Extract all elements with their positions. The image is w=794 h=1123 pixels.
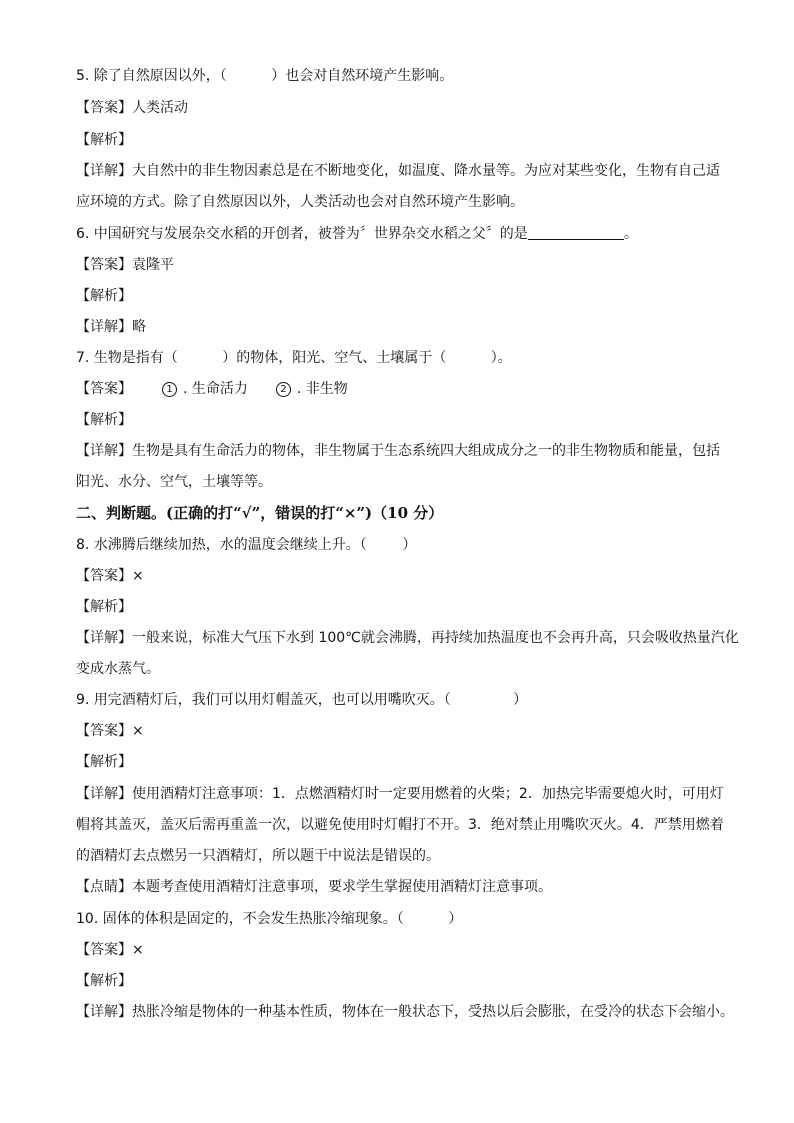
q5-detail-line-2: 应环境的方式。除了自然原因以外，人类活动也会对自然环境产生影响。 (76, 194, 524, 210)
q10-analysis: 【解析】 (76, 973, 132, 989)
q6-answer-blank (528, 225, 624, 240)
q5-answer: 【答案】人类活动 (76, 100, 188, 116)
q10-detail: 【详解】热胀冷缩是物体的一种基本性质，物体在一般状态下，受热以后会膨胀，在受冷的状态下会缩小。 (76, 1004, 734, 1020)
q5-analysis: 【解析】 (76, 132, 132, 148)
q9-answer: 【答案】× (76, 723, 144, 739)
q9-analysis: 【解析】 (76, 754, 132, 770)
q6-analysis: 【解析】 (76, 288, 132, 304)
q9-question: 9. 用完酒精灯后，我们可以用灯帽盖灭，也可以用嘴吹灭。（ ） (76, 692, 528, 708)
q5-question: 5. 除了自然原因以外，（ ）也会对自然环境产生影响。 (76, 68, 454, 84)
q9-detail-line-2: 帽将其盖灭，盖灭后需再重盖一次，以避免使用时灯帽打不开。3．绝对禁止用嘴吹灭火。4．严禁用燃着 (76, 817, 724, 833)
q8-question: 8. 水沸腾后继续加热，水的温度会继续上升。（ ） (76, 537, 417, 553)
q7-answer-2: . 非生物 (296, 381, 348, 397)
section-2-heading: 二、判断题。(正确的打“√”，错误的打“×”)（10 分） (76, 504, 444, 522)
q6-question (76, 224, 638, 244)
q7-detail-line-2: 阳光、水分、空气，土壤等等。 (76, 474, 272, 490)
circled-two-icon: 2 (276, 382, 291, 397)
q9-detail-line-1: 【详解】使用酒精灯注意事项：1．点燃酒精灯时一定要用燃着的火柴；2．加热完毕需要熄火时，可用灯 (76, 786, 724, 802)
q9-comment: 【点睛】本题考查使用酒精灯注意事项，要求学生掌握使用酒精灯注意事项。 (76, 879, 552, 895)
q8-detail-line-2: 变成水蒸气。 (76, 661, 160, 677)
q7-answer-label: 【答案】 (76, 381, 132, 397)
q7-question: 7. 生物是指有（ ）的物体，阳光、空气、土壤属于（ ）。 (76, 350, 512, 366)
circled-one-icon: 1 (162, 382, 177, 397)
q7-answer-1: . 生命活力 (183, 381, 248, 397)
q10-question: 10. 固体的体积是固定的，不会发生热胀冷缩现象。（ ） (76, 911, 463, 927)
q7-analysis: 【解析】 (76, 412, 132, 428)
q7-answer (76, 379, 348, 399)
q10-answer: 【答案】× (76, 942, 144, 958)
q7-detail-line-1: 【详解】生物是具有生命活力的物体，非生物属于生态系统四大组成成分之一的非生物物质和能量，包括 (76, 443, 720, 459)
q6-question-end: 。 (623, 226, 638, 242)
q6-detail: 【详解】略 (76, 319, 146, 335)
q6-answer: 【答案】袁隆平 (76, 257, 174, 273)
q5-detail-line-1: 【详解】大自然中的非生物因素总是在不断地变化，如温度、降水量等。为应对某些变化，生物有自己适 (76, 163, 720, 179)
q6-question-text: 6. 中国研究与发展杂交水稻的开创者，被誉为〞世界杂交水稻之父〞的是 (76, 226, 528, 242)
q8-analysis: 【解析】 (76, 599, 132, 615)
q8-detail-line-1: 【详解】一般来说，标准大气压下水到 100℃就会沸腾，再持续加热温度也不会再升高，只会吸收热量汽化 (76, 630, 739, 646)
q8-answer: 【答案】× (76, 568, 144, 584)
q9-detail-line-3: 的酒精灯去点燃另一只酒精灯，所以题干中说法是错误的。 (76, 848, 440, 864)
